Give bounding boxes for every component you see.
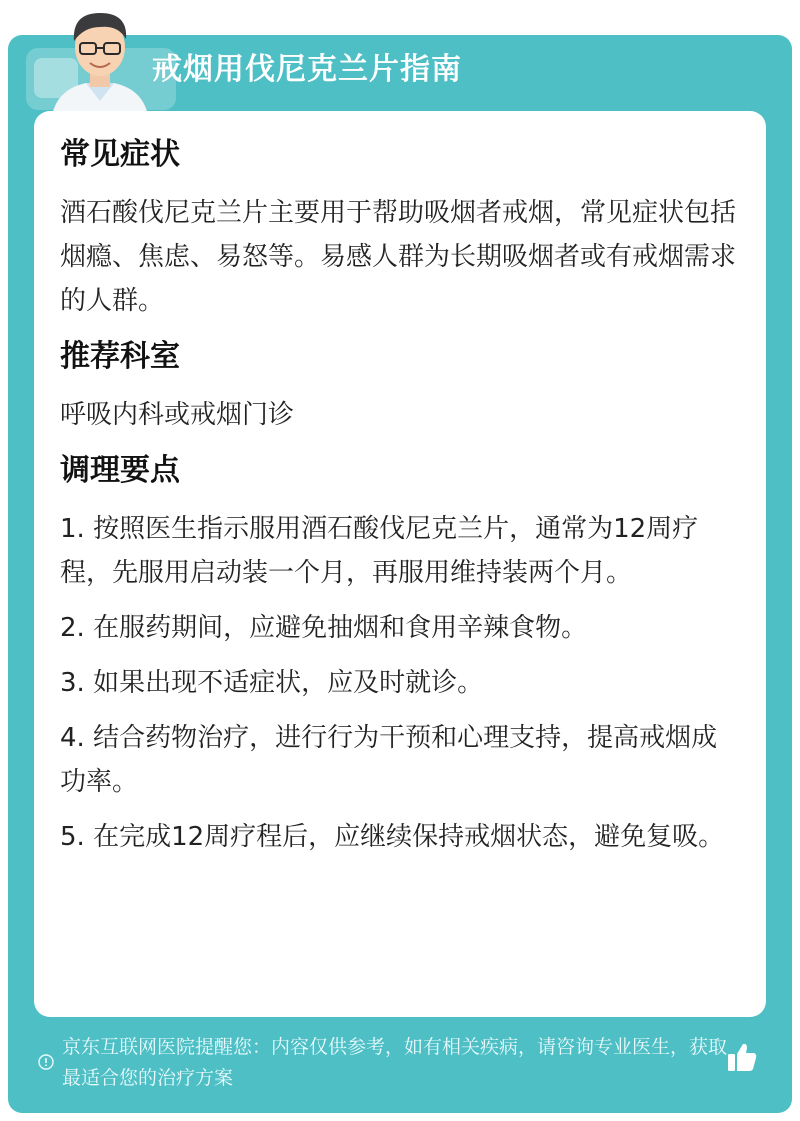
page-title: 戒烟用伐尼克兰片指南 <box>152 52 462 87</box>
list-item: 2. 在服药期间，应避免抽烟和食用辛辣食物。 <box>60 613 588 643</box>
list-item: 4. 结合药物治疗，进行行为干预和心理支持，提高戒烟成功率。 <box>60 723 718 797</box>
disclaimer-text: 京东互联网医院提醒您：内容仅供参考，如有相关疾病，请咨询专业医生，获取最适合您的治疗方案 <box>62 1036 728 1089</box>
doctor-avatar <box>48 5 152 115</box>
list-item: 3. 如果出现不适症状，应及时就诊。 <box>60 668 484 698</box>
section-title: 常见症状 <box>60 137 180 172</box>
section-department <box>60 335 740 437</box>
list-item: 5. 在完成12周疗程后，应继续保持戒烟状态，避免复吸。 <box>60 822 725 852</box>
section-symptoms <box>60 133 740 323</box>
section-title: 推荐科室 <box>60 339 180 374</box>
list-item: 1. 按照医生指示服用酒石酸伐尼克兰片，通常为12周疗程，先服用启动装一个月，再服用维持装两个月。 <box>60 514 699 588</box>
section-body: 呼吸内科或戒烟门诊 <box>60 400 295 430</box>
thumbs-up-icon[interactable] <box>725 1040 759 1074</box>
section-title: 调理要点 <box>60 453 180 488</box>
info-icon <box>38 1054 54 1070</box>
content-card <box>34 111 766 1017</box>
section-body: 酒石酸伐尼克兰片主要用于帮助吸烟者戒烟，常见症状包括烟瘾、焦虑、易怒等。易感人群为长期吸烟者或有戒烟需求的人群。 <box>60 198 737 316</box>
section-care-tips <box>60 449 740 859</box>
